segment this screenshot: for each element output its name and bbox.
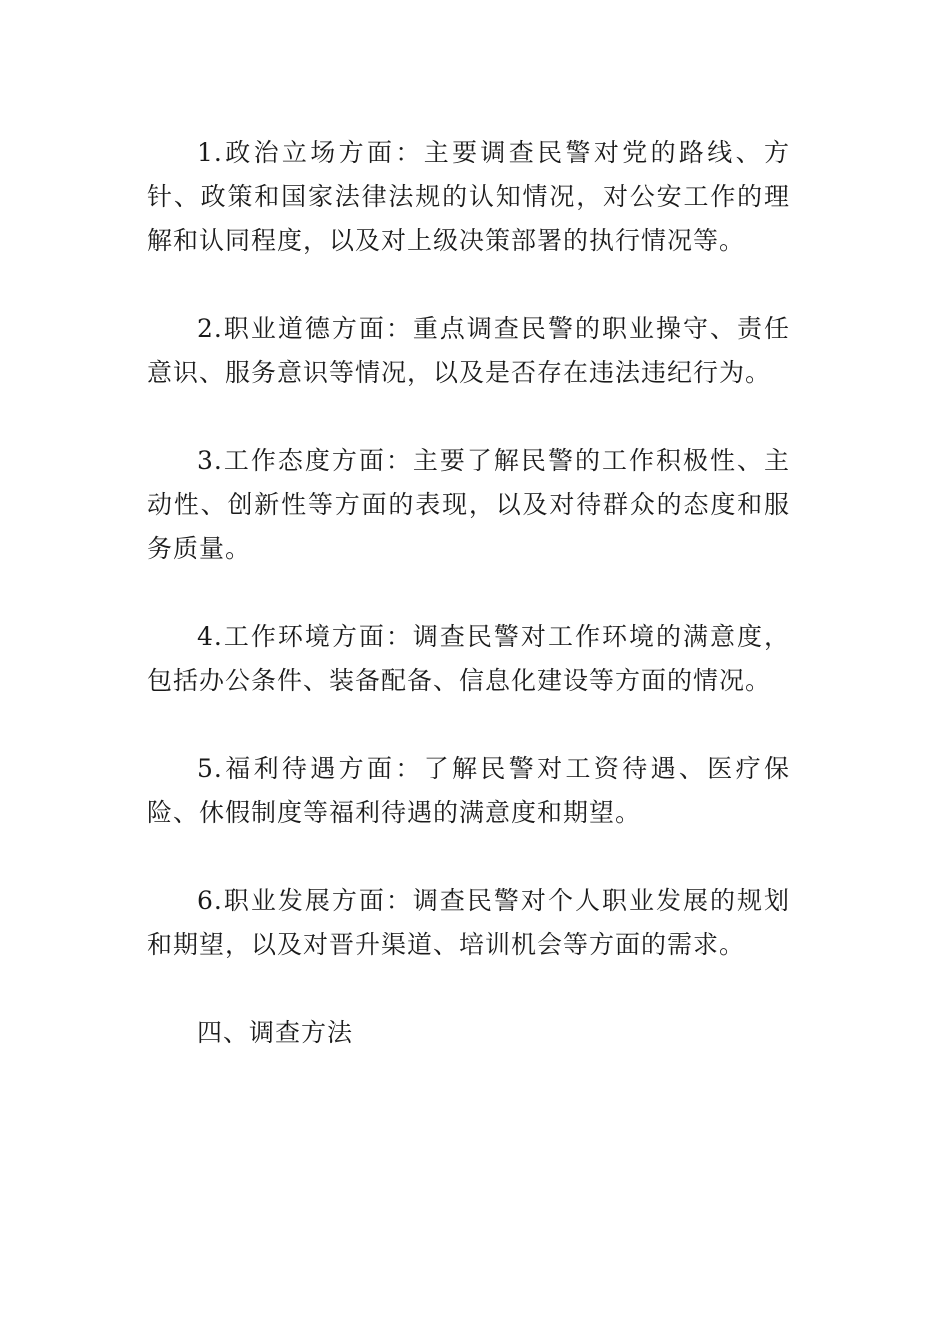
paragraph-work-attitude: 3.工作态度方面：主要了解民警的工作积极性、主动性、创新性等方面的表现，以及对待群众的态度和服务质量。 — [147, 446, 790, 563]
paragraph-welfare-benefits: 5.福利待遇方面：了解民警对工资待遇、医疗保险、休假制度等福利待遇的满意度和期望。 — [147, 754, 790, 827]
paragraph-career-development: 6.职业发展方面：调查民警对个人职业发展的规划和期望，以及对晋升渠道、培训机会等方面的需求。 — [147, 886, 790, 959]
paragraph-work-environment: 4.工作环境方面：调查民警对工作环境的满意度，包括办公条件、装备配备、信息化建设等方面的情况。 — [147, 622, 790, 695]
section-heading-survey-method: 四、调查方法 — [197, 1018, 354, 1047]
paragraph-political-stance: 1.政治立场方面：主要调查民警对党的路线、方针、政策和国家法律法规的认知情况，对公安工作的理解和认同程度，以及对上级决策部署的执行情况等。 — [147, 138, 790, 255]
document-body — [147, 131, 790, 1055]
paragraph-professional-ethics: 2.职业道德方面：重点调查民警的职业操守、责任意识、服务意识等情况，以及是否存在违法违纪行为。 — [147, 314, 790, 387]
